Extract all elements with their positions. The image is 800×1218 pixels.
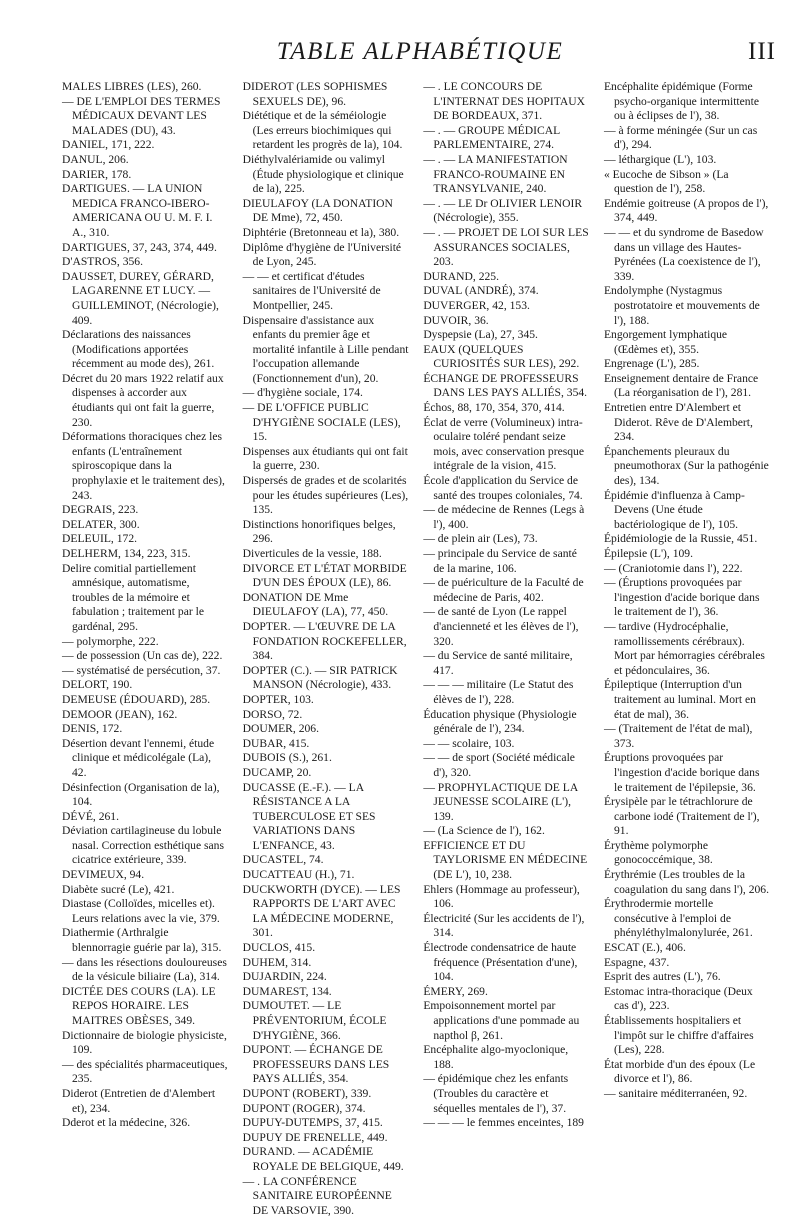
index-entry: DUCAMP, 20. bbox=[242, 765, 312, 779]
index-entry: — — de sport (Société médicale d'), 320. bbox=[423, 751, 575, 779]
index-entry: Diététique et de la séméiologie (Les erreurs biochimiques qui retardent les progrès de la), 104. bbox=[242, 109, 403, 152]
index-entry: — — et du syndrome de Basedow dans un village des Hautes-Pyrénées (La coexistence de l'), 339. bbox=[603, 225, 764, 283]
index-entry: DIDEROT (LES SOPHISMES SEXUELS DE), 96. bbox=[242, 80, 388, 108]
index-entry: DUCKWORTH (DYCE). — LES RAPPORTS DE L'ART AVEC LA MÉDECINE MODERNE, 301. bbox=[242, 882, 401, 940]
index-entry: ESCAT (E.), 406. bbox=[603, 941, 686, 955]
index-entry: Enseignement dentaire de France (La réorganisation de l'), 281. bbox=[603, 371, 759, 400]
index-entry: Esprit des autres (L'), 76. bbox=[603, 970, 721, 984]
index-entry: École d'application du Service de santé des troupes coloniales, 74. bbox=[423, 474, 583, 502]
index-entry: DARTIGUES, 37, 243, 374, 449. bbox=[62, 240, 217, 254]
index-entry: Éruptions provoquées par l'ingestion d'acide borique dans le traitement de l'épilepsie, 36. bbox=[603, 751, 760, 794]
index-entry: Ehlers (Hommage au professeur), 106. bbox=[423, 882, 580, 911]
index-entry: DUPONT. — ÉCHANGE DE PROFESSEURS DANS LES PAYS ALLIÉS, 354. bbox=[242, 1043, 390, 1086]
index-entry: — de médecine de Rennes (Legs à l'), 400. bbox=[423, 503, 585, 531]
index-entry: DURAND. — ACADÉMIE ROYALE DE BELGIQUE, 449. bbox=[242, 1145, 404, 1173]
index-entry: ÉCHANGE DE PROFESSEURS DANS LES PAYS ALLIÉS, 354. bbox=[423, 371, 588, 400]
index-columns bbox=[62, 80, 770, 1217]
index-entry: DIEULAFOY (LA DONATION DE Mme), 72, 450. bbox=[242, 196, 393, 225]
index-entry: DUVOIR, 36. bbox=[423, 313, 489, 327]
index-entry: Dispenses aux étudiants qui ont fait la guerre, 230. bbox=[242, 444, 408, 473]
index-entry: Empoisonnement mortel par applications d'une pommade au napthol β, 261. bbox=[423, 999, 580, 1042]
index-entry: DUPUY-DUTEMPS, 37, 415. bbox=[242, 1116, 383, 1130]
index-entry: DURAND, 225. bbox=[423, 269, 499, 283]
index-entry: DONATION DE Mme DIEULAFOY (LA), 77, 450. bbox=[242, 590, 389, 619]
index-entry: EAUX (QUELQUES CURIOSITÉS SUR LES), 292. bbox=[423, 342, 580, 371]
index-entry: Dispensaire d'assistance aux enfants du premier âge et mortalité infantile à Lille pendant l'occupation allemande (Fonctionnement d'un), 20. bbox=[242, 313, 409, 385]
index-entry: Diastase (Colloïdes, micelles et). Leurs relations avec la vie, 379. bbox=[62, 897, 220, 925]
index-entry: Épidémie d'influenza à Camp-Devens (Une étude bactériologique de l'), 105. bbox=[603, 488, 745, 531]
index-entry: Diabète sucré (Le), 421. bbox=[62, 882, 175, 896]
index-entry: Espagne, 437. bbox=[603, 955, 670, 969]
index-entry: — . — PROJET DE LOI SUR LES ASSURANCES SOCIALES, 203. bbox=[423, 225, 589, 269]
index-entry: — (Éruptions provoquées par l'ingestion d'acide borique dans le traitement de l'), 36. bbox=[603, 576, 760, 619]
index-entry: Diathermie (Arthralgie blennorragie guérie par la), 315. bbox=[62, 926, 222, 955]
index-entry: Dderot et la médecine, 326. bbox=[62, 1116, 191, 1130]
index-entry: Épilepsie (L'), 109. bbox=[603, 547, 693, 560]
index-entry: Érythrodermie mortelle consécutive à l'emploi de phényléthylmalonylurée, 261. bbox=[603, 897, 753, 940]
index-entry: Endémie goitreuse (A propos de l'), 374, 449. bbox=[603, 196, 769, 225]
index-entry: DANIEL, 171, 222. bbox=[62, 138, 155, 152]
index-entry: DOPTER, 103. bbox=[242, 692, 314, 706]
index-entry: DUJARDIN, 224. bbox=[242, 970, 327, 984]
index-entry: DEMEUSE (ÉDOUARD), 285. bbox=[62, 692, 211, 706]
index-entry: Érysipèle par le tétrachlorure de carbone iodé (Traitement de l'), 91. bbox=[603, 795, 760, 838]
index-entry: DELHERM, 134, 223, 315. bbox=[62, 547, 191, 560]
index-entry: DUPONT (ROGER), 374. bbox=[242, 1101, 366, 1115]
index-entry: DELEUIL, 172. bbox=[62, 532, 138, 546]
index-entry: Delire comitial partiellement amnésique, automatisme, troubles de la mémoire et fabulation ; traitement par le gardénal, 295. bbox=[62, 561, 204, 633]
index-entry: Déclarations des naissances (Modifications apportées récemment au mode des), 261. bbox=[62, 328, 215, 371]
index-entry: — PROPHYLACTIQUE DE LA JEUNESSE SCOLAIRE (L'), 139. bbox=[423, 780, 578, 823]
index-entry: Éclat de verre (Volumineux) intra-oculaire toléré pendant seize mois, avec conservation presque intégrale de la vision, 415. bbox=[423, 415, 584, 473]
index-column-2 bbox=[242, 80, 409, 1217]
index-entry: Désertion devant l'ennemi, étude clinique et médicolégale (La), 42. bbox=[62, 736, 215, 779]
index-entry: DUPONT (ROBERT), 339. bbox=[242, 1086, 372, 1100]
index-entry: Établissements hospitaliers et l'impôt sur le chiffre d'affaires (Les), 228. bbox=[603, 1014, 754, 1057]
index-entry: DUCASSE (E.-F.). — LA RÉSISTANCE A LA TUBERCULOSE ET SES VARIATIONS DANS L'ENFANCE, 43. bbox=[242, 780, 376, 852]
index-entry: — . LE CONCOURS DE L'INTERNAT DES HOPITAUX DE BORDEAUX, 371. bbox=[423, 80, 585, 123]
index-entry: DÉVÉ, 261. bbox=[62, 809, 119, 823]
index-entry: DEGRAIS, 223. bbox=[62, 503, 139, 517]
index-entry: État morbide d'un des époux (Le divorce et l'), 86. bbox=[603, 1057, 756, 1086]
index-entry: DEMOOR (JEAN), 162. bbox=[62, 707, 178, 721]
index-entry: Dyspepsie (La), 27, 345. bbox=[423, 328, 538, 342]
index-entry: Dispersés de grades et de scolarités pour les études supérieures (Les), 135. bbox=[242, 474, 409, 517]
index-entry: MALES LIBRES (LES), 260. bbox=[62, 80, 202, 93]
index-entry: — de plein air (Les), 73. bbox=[423, 532, 538, 546]
page-number: III bbox=[748, 38, 776, 65]
index-entry: Épileptique (Interruption d'un traitement au luminal. Mort en état de mal), 36. bbox=[603, 678, 756, 721]
index-entry: — d'hygiène sociale, 174. bbox=[242, 386, 363, 400]
page-header bbox=[60, 38, 780, 78]
index-entry: Estomac intra-thoracique (Deux cas d'), 223. bbox=[603, 984, 753, 1013]
index-entry: Engrenage (L'), 285. bbox=[603, 357, 700, 371]
index-entry: EFFICIENCE ET DU TAYLORISME EN MÉDECINE (DE L'), 10, 238. bbox=[423, 838, 588, 882]
index-column-1 bbox=[62, 80, 228, 1130]
index-entry: — . LA CONFÉRENCE SANITAIRE EUROPÉENNE DE VARSOVIE, 390. bbox=[242, 1174, 392, 1217]
index-entry: DUCATTEAU (H.), 71. bbox=[242, 868, 355, 882]
index-entry: — épidémique chez les enfants (Troubles du caractère et séquelles mentales de l'), 37. bbox=[423, 1072, 569, 1115]
index-entry: — du Service de santé militaire, 417. bbox=[423, 649, 573, 677]
index-entry: Diverticules de la vessie, 188. bbox=[242, 547, 382, 560]
index-entry: Échos, 88, 170, 354, 370, 414. bbox=[423, 401, 565, 415]
index-entry: — de puériculture de la Faculté de médecine de Paris, 402. bbox=[423, 576, 584, 604]
index-entry: Encéphalite épidémique (Forme psycho-organique intermittente ou à éclipses de l'), 38. bbox=[603, 80, 759, 123]
index-entry: DUVERGER, 42, 153. bbox=[423, 298, 530, 312]
index-entry: DUMAREST, 134. bbox=[242, 984, 332, 998]
index-entry: « Eucoche de Sibson » (La question de l'), 258. bbox=[603, 167, 729, 196]
index-entry: — polymorphe, 222. bbox=[62, 634, 159, 648]
index-entry: Épidémiologie de la Russie, 451. bbox=[603, 532, 758, 546]
index-entry: — DE L'OFFICE PUBLIC D'HYGIÈNE SOCIALE (LES), 15. bbox=[242, 401, 401, 444]
index-entry: — . — LE Dr OLIVIER LENOIR (Nécrologie), 355. bbox=[423, 196, 583, 225]
index-entry: DARIER, 178. bbox=[62, 167, 132, 181]
index-entry: Dictionnaire de biologie physiciste, 109. bbox=[62, 1028, 227, 1057]
index-entry: Électricité (Sur les accidents de l'), 314. bbox=[423, 911, 585, 940]
index-entry: Distinctions honorifiques belges, 296. bbox=[242, 517, 396, 546]
index-entry: DOUMER, 206. bbox=[242, 722, 319, 736]
index-entry: DARTIGUES. — LA UNION MEDICA FRANCO-IBERO-AMERICANA OU U. M. F. I. A., 310. bbox=[62, 182, 213, 239]
index-entry: — systématisé de persécution, 37. bbox=[62, 663, 221, 677]
index-entry: DELATER, 300. bbox=[62, 517, 140, 531]
index-entry: — de possession (Un cas de), 222. bbox=[62, 649, 223, 663]
index-entry: Entretien entre D'Alembert et Diderot. Rêve de D'Alembert, 234. bbox=[603, 401, 753, 444]
index-entry: DUPUY DE FRENELLE, 449. bbox=[242, 1130, 388, 1144]
index-entry: — tardive (Hydrocéphalie, ramollissements cérébraux). Mort par hémorragies cérébrales et pédonculaires, 36. bbox=[603, 619, 765, 677]
index-entry: DUCASTEL, 74. bbox=[242, 853, 324, 867]
index-entry: — (La Science de l'), 162. bbox=[423, 824, 545, 838]
index-entry: Engorgement lymphatique (Œdèmes et), 355. bbox=[603, 328, 728, 356]
index-entry: Diderot (Entretien de d'Alembert et), 234. bbox=[62, 1086, 216, 1115]
index-entry: DUBOIS (S.), 261. bbox=[242, 751, 332, 765]
index-entry: — dans les résections douloureuses de la vésicule biliaire (La), 314. bbox=[62, 955, 227, 984]
index-entry: DAUSSET, DUREY, GÉRARD, LAGARENNE ET LUCY. — GUILLEMINOT, (Nécrologie), 409. bbox=[62, 269, 219, 327]
index-entry: DENIS, 172. bbox=[62, 722, 123, 736]
index-entry: — (Craniotomie dans l'), 222. bbox=[603, 561, 743, 575]
index-entry: — — — le femmes enceintes, 189 bbox=[423, 1116, 584, 1130]
index-entry: — — scolaire, 103. bbox=[423, 736, 515, 750]
index-entry: — (Traitement de l'état de mal), 373. bbox=[603, 722, 753, 750]
index-entry: Encéphalite algo-myoclonique, 188. bbox=[423, 1043, 569, 1071]
index-column-4 bbox=[604, 80, 770, 1120]
index-entry: Endolymphe (Nystagmus postrotatoire et mouvements de l'), 188. bbox=[603, 284, 760, 327]
index-entry: Déformations thoraciques chez les enfants (L'entraînement spiroscopique dans la prophylaxie et le traitement des), 243. bbox=[62, 430, 225, 502]
index-entry: D'ASTROS, 356. bbox=[62, 255, 144, 269]
index-entry: — . — GROUPE MÉDICAL PARLEMENTAIRE, 274. bbox=[423, 123, 560, 152]
index-entry: DUMOUTET. — LE PRÉVENTORIUM, ÉCOLE D'HYGIÈNE, 366. bbox=[242, 999, 387, 1042]
index-entry: — à forme méningée (Sur un cas d'), 294. bbox=[603, 123, 758, 152]
index-entry: Décret du 20 mars 1922 relatif aux dispenses à accorder aux étudiants qui ont fait la guerre, 230. bbox=[62, 371, 224, 429]
index-entry: DORSO, 72. bbox=[242, 707, 303, 721]
page-title: TABLE ALPHABÉTIQUE bbox=[276, 38, 564, 65]
index-entry: Érythème polymorphe gonococcémique, 38. bbox=[603, 838, 713, 867]
index-column-3 bbox=[423, 80, 589, 1130]
index-entry: DUVAL (ANDRÉ), 374. bbox=[423, 284, 539, 298]
index-entry: — sanitaire méditerranéen, 92. bbox=[603, 1086, 748, 1100]
index-entry: Désinfection (Organisation de la), 104. bbox=[62, 780, 220, 809]
index-entry: Déviation cartilagineuse du lobule nasal. Correction esthétique sans cicatrice extérieure, 339. bbox=[62, 824, 224, 867]
index-entry: Diéthylvalériamide ou valimyl (Étude physiologique et clinique de la), 225. bbox=[242, 152, 404, 196]
index-entry: — . — LA MANIFESTATION FRANCO-ROUMAINE EN TRANSYLVANIE, 240. bbox=[423, 152, 568, 196]
index-entry: Diplôme d'hygiène de l'Université de Lyon, 245. bbox=[242, 240, 402, 269]
index-entry: Éducation physique (Physiologie générale de l'), 234. bbox=[423, 707, 577, 736]
index-entry: DELORT, 190. bbox=[62, 678, 133, 692]
index-entry: Épanchements pleuraux du pneumothorax (Sur la pathogénie des), 134. bbox=[603, 444, 769, 488]
index-entry: — principale du Service de santé de la marine, 106. bbox=[423, 547, 577, 575]
index-entry: DOPTER (C.). — SIR PATRICK MANSON (Nécrologie), 433. bbox=[242, 663, 398, 692]
index-entry: Érythrémie (Les troubles de la coagulation du sang dans l'), 206. bbox=[603, 868, 770, 896]
index-entry: DEVIMEUX, 94. bbox=[62, 868, 145, 882]
index-entry: Électrode condensatrice de haute fréquence (Présentation d'une), 104. bbox=[423, 941, 578, 984]
index-entry: — de santé de Lyon (Le rappel d'ancienneté et les élèves de l'), 320. bbox=[423, 605, 579, 648]
index-entry: — — — militaire (Le Statut des élèves de l'), 228. bbox=[423, 678, 574, 706]
index-entry: DOPTER. — L'ŒUVRE DE LA FONDATION ROCKEFELLER, 384. bbox=[242, 619, 407, 663]
index-entry: DUHEM, 314. bbox=[242, 955, 312, 969]
index-entry: DUCLOS, 415. bbox=[242, 941, 316, 955]
index-entry: DANUL, 206. bbox=[62, 152, 129, 166]
index-entry: DUBAR, 415. bbox=[242, 736, 310, 750]
index-entry: Diphtérie (Bretonneau et la), 380. bbox=[242, 225, 400, 239]
index-entry: — léthargique (L'), 103. bbox=[603, 152, 717, 166]
index-entry: DICTÉE DES COURS (LA). LE REPOS HORAIRE. LES MAITRES OBÈSES, 349. bbox=[62, 984, 216, 1027]
index-entry: DIVORCE ET L'ÉTAT MORBIDE D'UN DES ÉPOUX (LE), 86. bbox=[242, 561, 407, 590]
index-entry: — des spécialités pharmaceutiques, 235. bbox=[62, 1057, 228, 1086]
index-entry: — DE L'EMPLOI DES TERMES MÉDICAUX DEVANT LES MALADES (DU), 43. bbox=[62, 94, 221, 137]
index-entry: — — et certificat d'études sanitaires de l'Université de Montpellier, 245. bbox=[242, 269, 381, 312]
index-entry: ÉMERY, 269. bbox=[423, 984, 488, 998]
